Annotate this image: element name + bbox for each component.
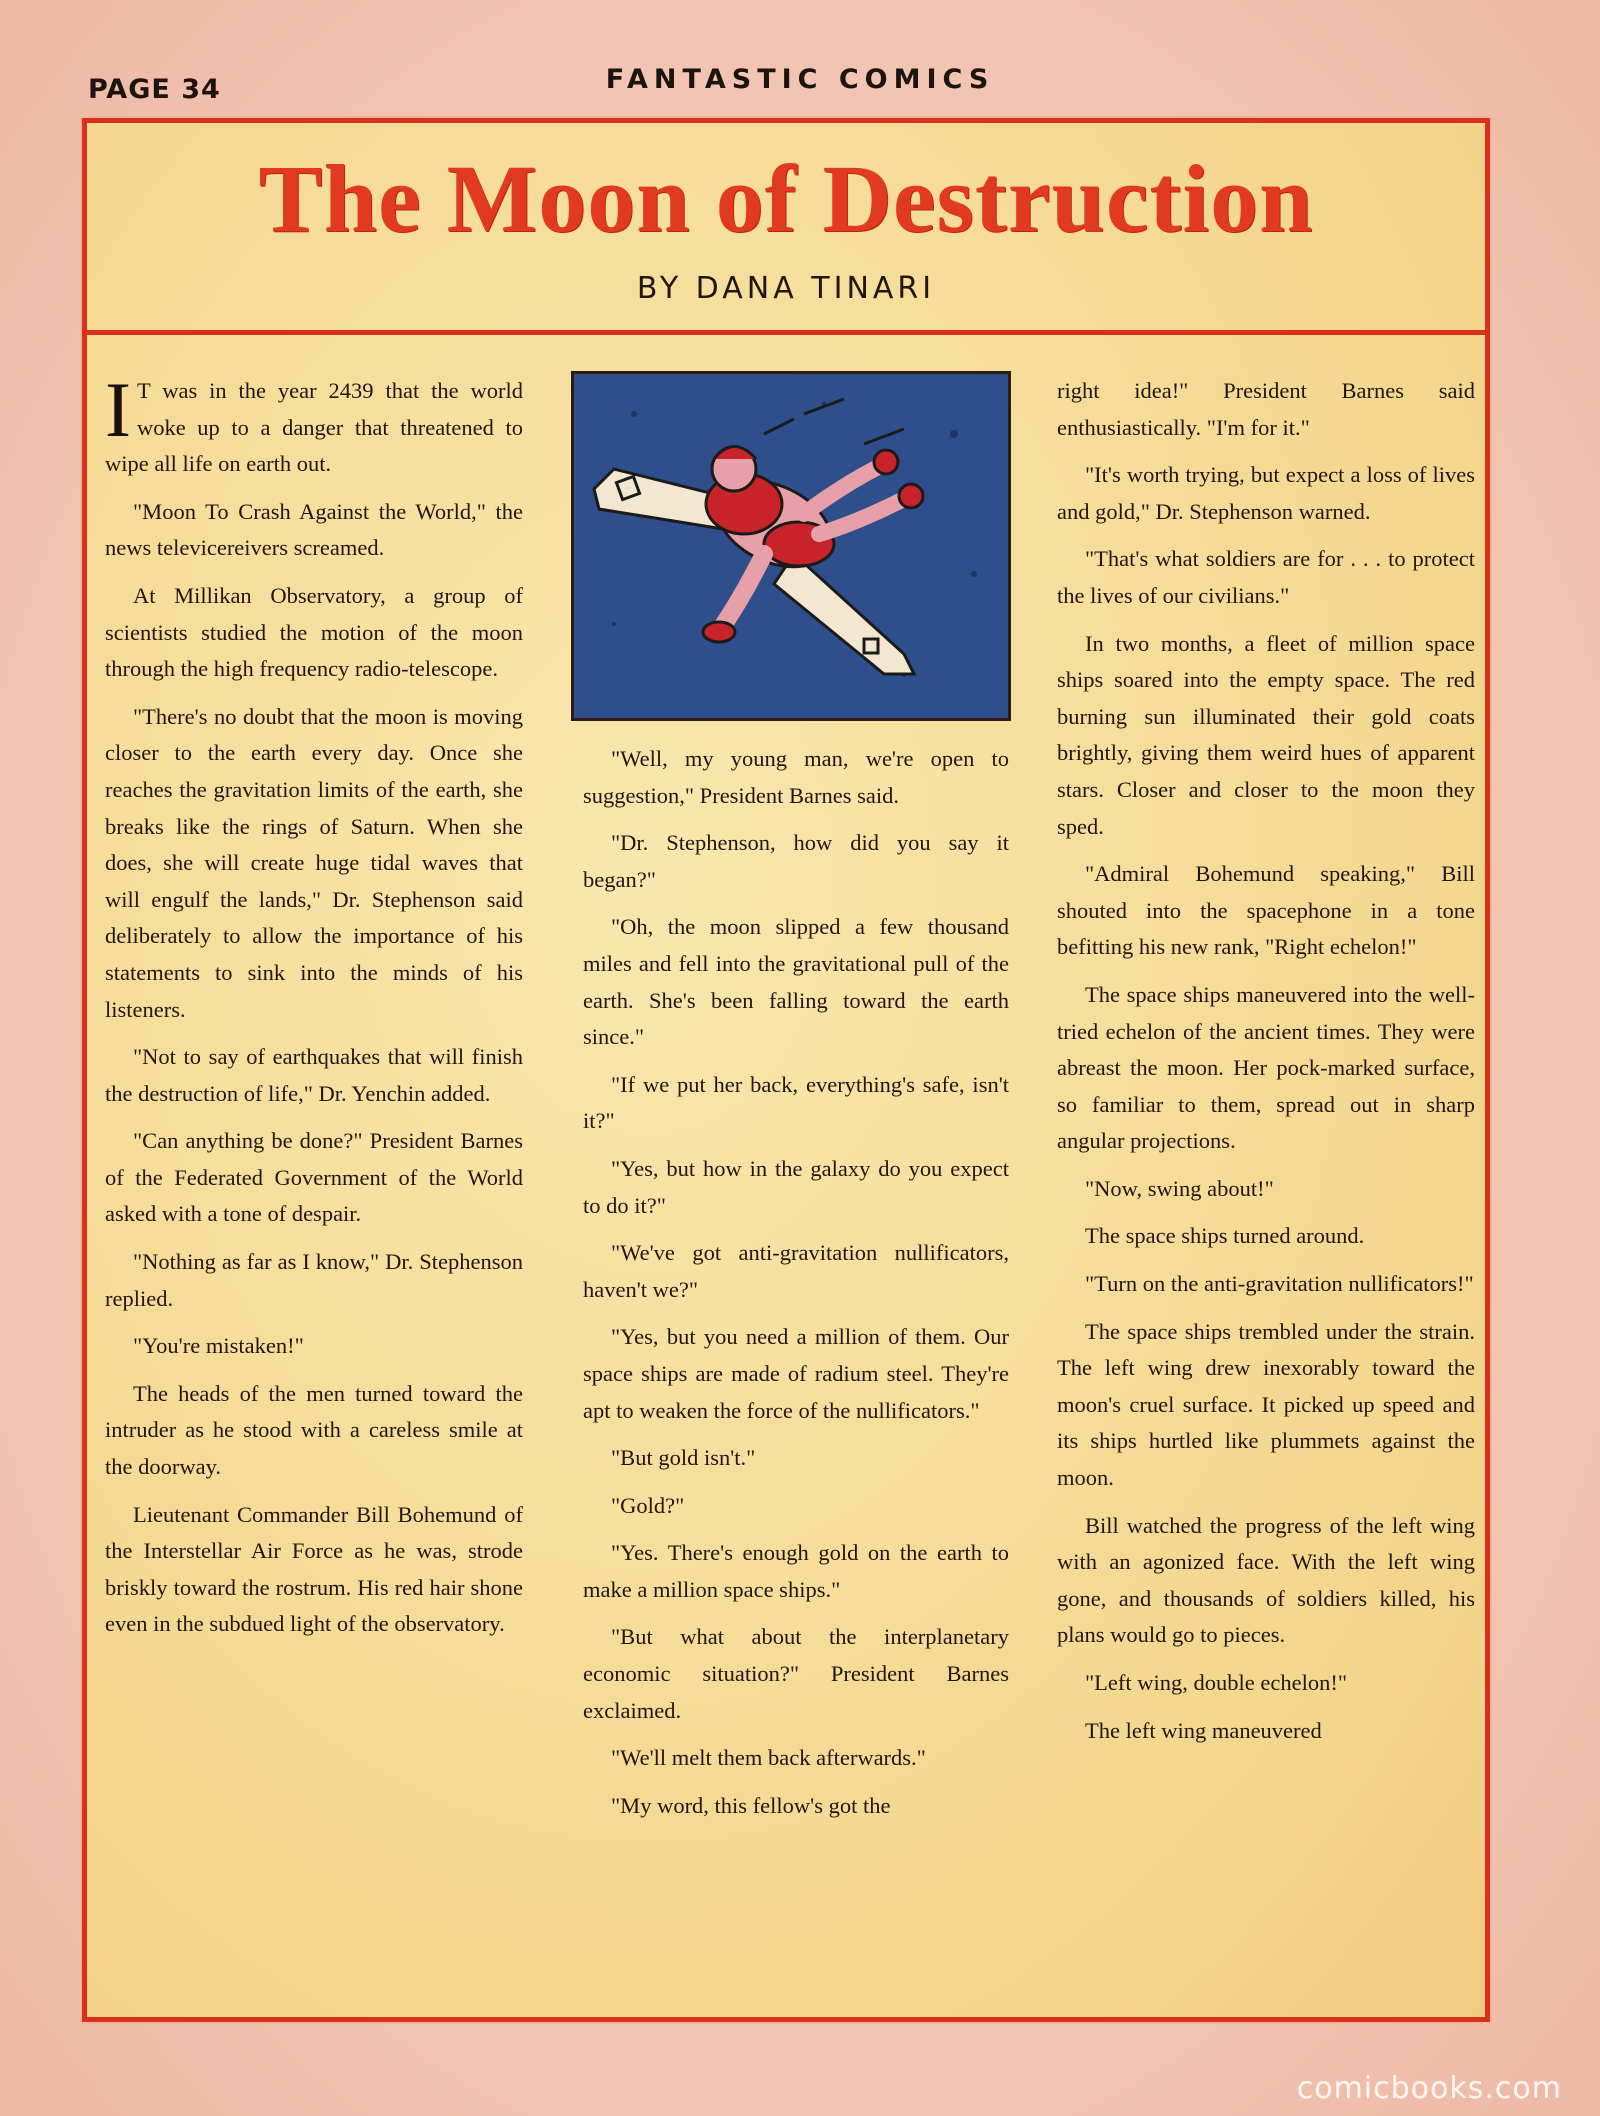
paragraph: "Moon To Crash Against the World," the news televicereivers screamed. — [105, 498, 523, 561]
paragraph: The space ships turned around. — [1085, 1223, 1365, 1249]
paragraph: "It's worth trying, but expect a loss of lives and gold," Dr. Stephenson warned. — [1057, 462, 1475, 524]
paragraph: "That's what soldiers are for . . . to protect the lives of our civilians." — [1057, 546, 1475, 608]
paragraph: The left wing maneuvered — [1085, 1717, 1322, 1743]
story-illustration — [571, 371, 1011, 721]
paragraph: In two months, a fleet of million space ships soared into the empty space. The red burning sun illuminated their gold coats brightly, giving them weird hues of apparent stars. Closer and closer to the moon they sped. — [1057, 630, 1475, 839]
paragraph: I T was in the year 2439 that the world woke up to a danger that threatened to wipe all life on earth out. — [105, 366, 523, 477]
paragraph: "Left wing, double echelon!" — [1085, 1670, 1348, 1695]
paragraph: Lieutenant Commander Bill Bohemund of the Interstellar Air Force as he was, strode briskly toward the rostrum. His red hair shone even in the subdued light of the observatory. — [105, 1501, 523, 1637]
paragraph: "We've got anti-gravitation nullificators, haven't we?" — [583, 1240, 1009, 1302]
paragraph: The space ships maneuvered into the well-tried echelon of the ancient times. They were abreast the moon. Her pock-marked surface, so familiar to them, spread out in sharp angular projections. — [1057, 981, 1475, 1154]
paragraph: "You're mistaken!" — [133, 1333, 304, 1359]
paragraph: "Yes, but you need a million of them. Our space ships are made of radium steel. They're apt to weaken the force of the nullificators." — [583, 1324, 1009, 1423]
paragraph: "Well, my young man, we're open to suggestion," President Barnes said. — [583, 746, 1009, 808]
paragraph: "But what about the interplanetary economic situation?" President Barnes exclaimed. — [583, 1624, 1009, 1723]
byline: BY DANA TINARI — [636, 271, 936, 306]
title-band — [87, 123, 1485, 335]
story-frame — [82, 118, 1490, 2022]
text-column-3 — [1057, 373, 1475, 1760]
magazine-title: FANTASTIC COMICS — [605, 64, 995, 95]
paragraph: "Can anything be done?" President Barnes of the Federated Government of the World asked with a tone of despair. — [105, 1128, 523, 1227]
paragraph: "There's no doubt that the moon is moving closer to the earth every day. Once she reaches the gravitation limits of the earth, she breaks like the rings of Saturn. When she does, she will create huge tidal waves that will engulf the lands," Dr. Stephenson said deliberately to allow the importance of his statements to sink into the minds of his listeners. — [105, 703, 523, 1022]
paragraph: "Admiral Bohemund speaking," Bill shouted into the spacephone in a tone befitting his new rank, "Right echelon!" — [1057, 861, 1475, 960]
paragraph: right idea!" President Barnes said enthusiastically. "I'm for it." — [1057, 378, 1475, 440]
flying-figure-illustration-icon — [574, 374, 1008, 718]
paragraph: The space ships trembled under the strain. The left wing drew inexorably toward the moon's cruel surface. It picked up speed and its ships hurtled like plummets against the moon. — [1057, 1318, 1475, 1491]
text-column-1 — [105, 366, 523, 1654]
paragraph: "Turn on the anti-gravitation nullificators!" — [1085, 1271, 1474, 1297]
paragraph: "We'll melt them back afterwards." — [611, 1745, 926, 1771]
paragraph: "My word, this fellow's got the — [611, 1792, 891, 1818]
paragraph: "Yes. There's enough gold on the earth to make a million space ships." — [583, 1540, 1009, 1602]
drop-cap: I — [105, 366, 131, 453]
paragraph: "Yes, but how in the galaxy do you expect to do it?" — [583, 1155, 1009, 1218]
paragraph: "Oh, the moon slipped a few thousand miles and fell into the gravitational pull of the earth. She's been falling toward the earth since." — [583, 914, 1009, 1050]
running-head — [0, 62, 1600, 112]
paragraph: At Millikan Observatory, a group of scientists studied the motion of the moon through the high frequency radio-telescope. — [105, 582, 523, 682]
page-number: PAGE 34 — [88, 74, 221, 105]
text-column-2 — [583, 741, 1009, 1835]
paragraph: "Nothing as far as I know," Dr. Stephenson replied. — [105, 1249, 523, 1311]
paragraph: "Dr. Stephenson, how did you say it began?" — [583, 830, 1009, 892]
paragraph: "Gold?" — [611, 1492, 685, 1518]
paragraph: Bill watched the progress of the left wing with an agonized face. With the left wing gone, and thousands of soldiers killed, his plans would go to pieces. — [1057, 1512, 1475, 1648]
paragraph: The heads of the men turned toward the intruder as he stood with a careless smile at the doorway. — [105, 1380, 523, 1480]
paragraph: "Now, swing about!" — [1085, 1175, 1274, 1201]
paragraph: "If we put her back, everything's safe, isn't it?" — [583, 1071, 1009, 1134]
watermark: comicbooks.com — [1296, 2071, 1562, 2106]
paragraph: "Not to say of earthquakes that will finish the destruction of life," Dr. Yenchin added. — [105, 1044, 523, 1106]
paragraph: "But gold isn't." — [611, 1445, 756, 1471]
story-title: The Moon of Destruction — [258, 145, 1314, 252]
